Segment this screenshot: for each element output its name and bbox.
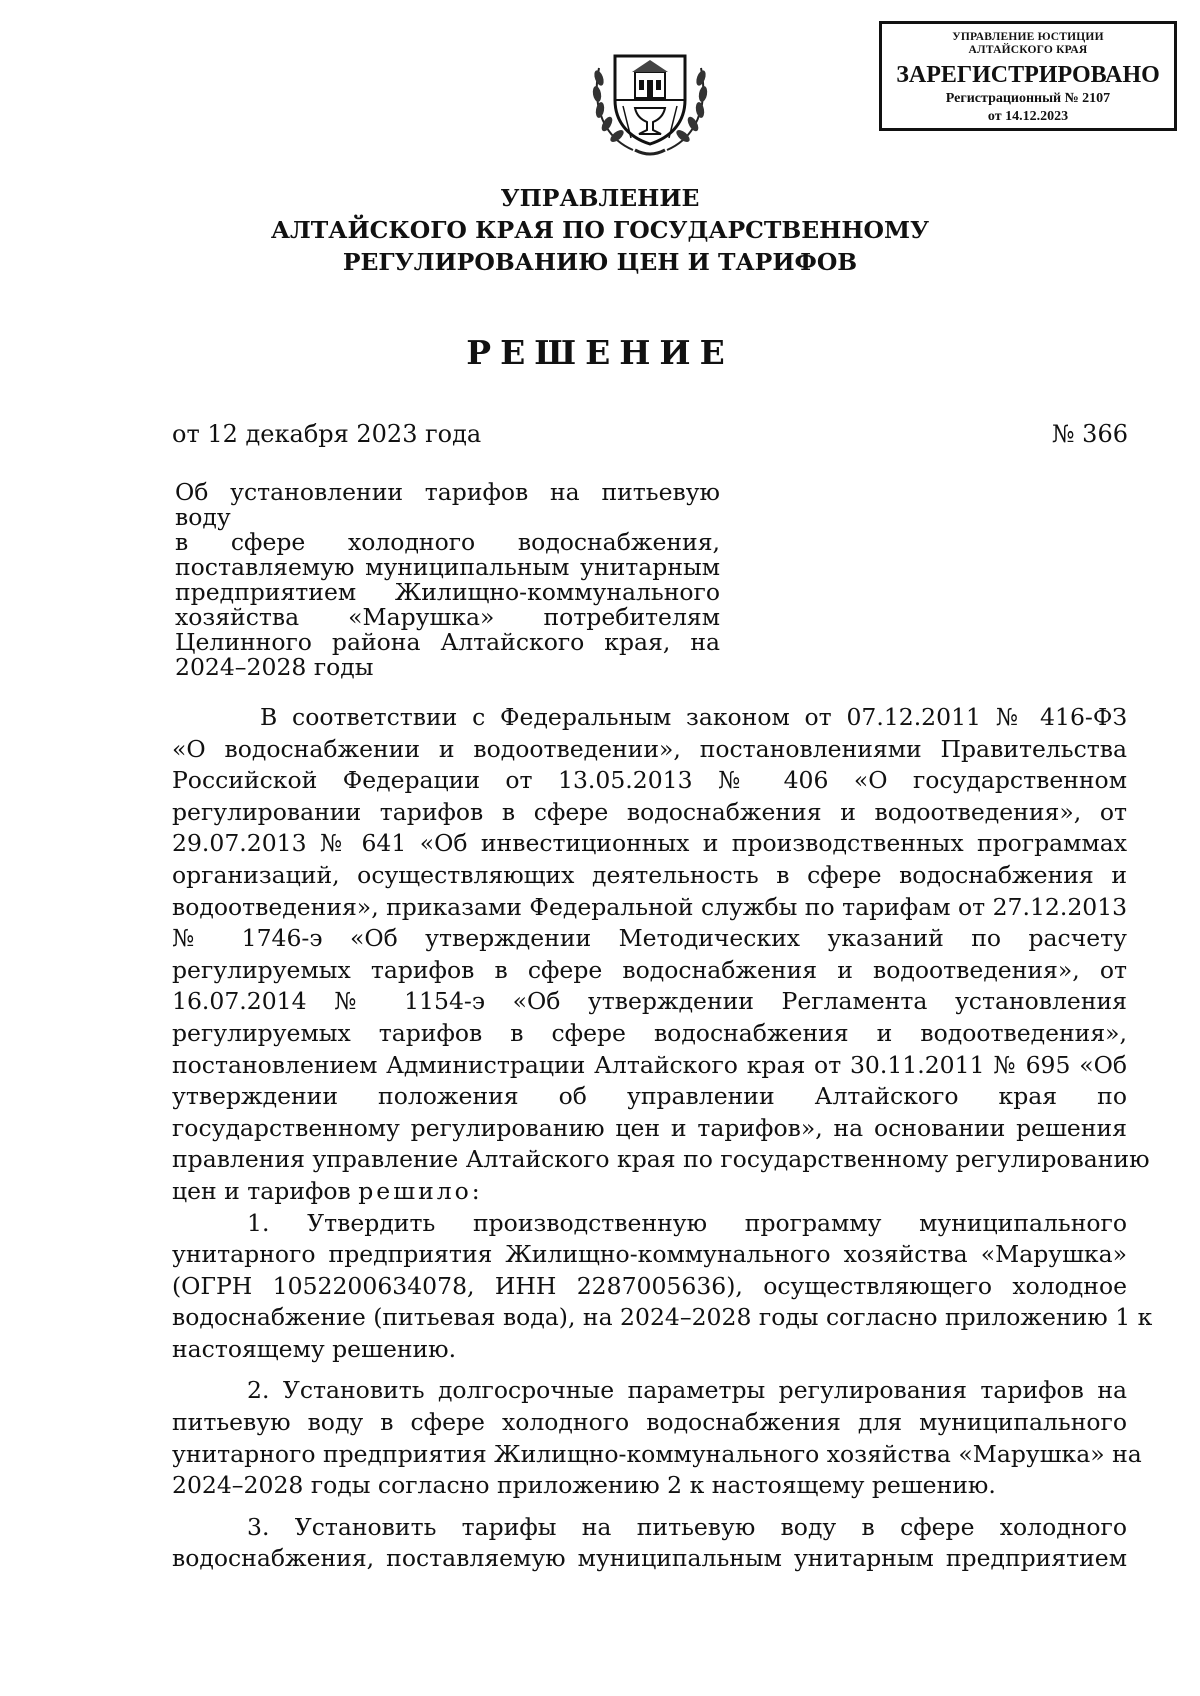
preamble-line: Российской Федерации от 13.05.2013 № 406 «О государственном xyxy=(172,766,1127,795)
org-line-3: РЕГУЛИРОВАНИЮ ЦЕН И ТАРИФОВ xyxy=(342,248,858,276)
preamble-last-line xyxy=(172,1176,1127,1208)
item-line: 1. Утвердить производственную программу муниципального xyxy=(247,1208,1127,1237)
org-line-2: АЛТАЙСКОГО КРАЯ ПО ГОСУДАРСТВЕННОМУ xyxy=(270,216,930,244)
decision-body xyxy=(172,702,1153,1575)
item-line: 3. Установить тарифы на питьевую воду в сфере холодного xyxy=(247,1512,1127,1541)
preamble-line: постановлением Администрации Алтайского края от 30.11.2011 № 695 «Об xyxy=(172,1050,1127,1079)
preamble-line: государственному регулированию цен и тарифов», на основании решения xyxy=(172,1113,1127,1142)
subject-line: предприятием Жилищно-коммунального xyxy=(175,578,720,606)
item-line: (ОГРН 1052200634078, ИНН 2287005636), осуществляющего холодное xyxy=(172,1271,1127,1300)
subject-line: поставляемую муниципальным унитарным xyxy=(175,553,720,581)
coat-of-arms-icon xyxy=(583,38,717,160)
preamble-paragraph xyxy=(172,702,1150,1208)
preamble-line: регулировании тарифов в сфере водоснабжения и водоотведения», от xyxy=(172,797,1127,826)
decision-number: № 366 xyxy=(1051,420,1128,448)
item-line: унитарного предприятия Жилищно-коммунального хозяйства «Марушка» на xyxy=(172,1439,1142,1468)
preamble-line: «О водоснабжении и водоотведении», постановлениями Правительства xyxy=(172,734,1127,763)
item-1-paragraph xyxy=(172,1208,1153,1366)
subject-line: 2024–2028 годы xyxy=(175,653,374,681)
stamp-authority-line1: УПРАВЛЕНИЕ ЮСТИЦИИ xyxy=(952,31,1104,43)
document-type-title: РЕШЕНИЕ xyxy=(466,333,734,372)
subject-line: Целинного района Алтайского края, на xyxy=(175,628,720,656)
subject-line: Об установлении тарифов на питьевую воду xyxy=(175,478,720,531)
preamble-line: № 1746-э «Об утверждении Методических указаний по расчету xyxy=(172,924,1127,953)
preamble-line: 16.07.2014 № 1154-э «Об утверждении Регламента установления xyxy=(172,987,1127,1016)
stamp-reg-number: Регистрационный № 2107 xyxy=(945,91,1111,106)
preamble-line: 29.07.2013 № 641 «Об инвестиционных и производственных программах xyxy=(172,829,1127,858)
subject-line: в сфере холодного водоснабжения, xyxy=(175,528,720,556)
organization-name xyxy=(200,182,1000,278)
decided-word: решило: xyxy=(358,1176,483,1205)
preamble-line: регулируемых тарифов в сфере водоснабжения и водоотведения», от xyxy=(172,955,1127,984)
org-line-1: УПРАВЛЕНИЕ xyxy=(500,184,700,212)
decision-date: от 12 декабря 2023 года xyxy=(172,420,482,448)
decision-subject xyxy=(175,480,720,680)
preamble-line: регулируемых тарифов в сфере водоснабжения и водоотведения», xyxy=(172,1018,1127,1047)
item-line: 2024–2028 годы согласно приложению 2 к настоящему решению. xyxy=(172,1471,996,1500)
item-2-paragraph xyxy=(172,1375,1142,1501)
item-line: водоснабжения, поставляемую муниципальным унитарным предприятием xyxy=(172,1544,1127,1573)
stamp-reg-date: от 14.12.2023 xyxy=(987,109,1069,124)
stamp-authority-line2: АЛТАЙСКОГО КРАЯ xyxy=(968,44,1088,56)
preamble-line: утверждении положения об управлении Алтайского края по xyxy=(172,1082,1127,1111)
subject-line: хозяйства «Марушка» потребителям xyxy=(175,603,720,631)
item-line: унитарного предприятия Жилищно-коммунального хозяйства «Марушка» xyxy=(172,1240,1127,1269)
item-line: питьевую воду в сфере холодного водоснабжения для муниципального xyxy=(172,1408,1127,1437)
preamble-line: правления управление Алтайского края по государственному регулированию xyxy=(172,1145,1150,1174)
registration-stamp xyxy=(879,21,1177,131)
preamble-end-text: цен и тарифов xyxy=(172,1176,351,1205)
preamble-line: В соответствии с Федеральным законом от 07.12.2011 № 416-ФЗ xyxy=(260,703,1127,731)
item-3-paragraph xyxy=(172,1512,1127,1575)
item-line: настоящему решению. xyxy=(172,1334,457,1363)
item-line: 2. Установить долгосрочные параметры регулирования тарифов на xyxy=(247,1376,1127,1405)
preamble-line: организаций, осуществляющих деятельность в сфере водоснабжения и xyxy=(172,860,1127,889)
item-line: водоснабжение (питьевая вода), на 2024–2028 годы согласно приложению 1 к xyxy=(172,1303,1153,1332)
stamp-title: ЗАРЕГИСТРИРОВАНО xyxy=(896,62,1160,88)
preamble-line: водоотведения», приказами Федеральной службы по тарифам от 27.12.2013 xyxy=(172,892,1128,921)
